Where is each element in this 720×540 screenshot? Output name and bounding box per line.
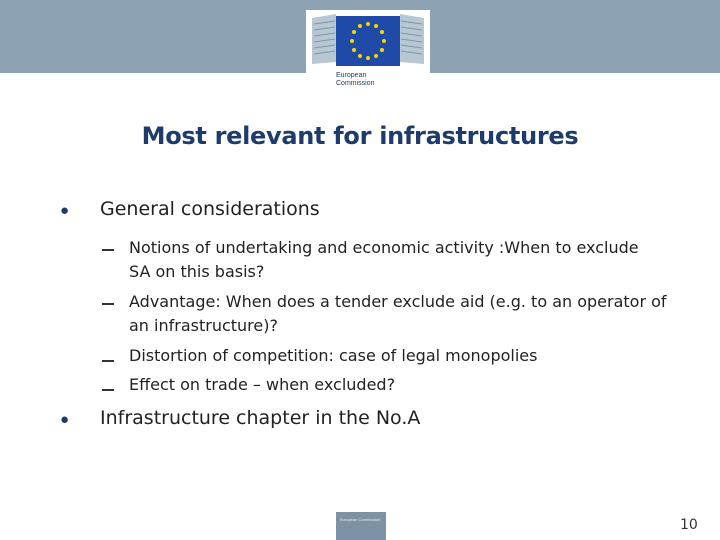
bullet-infrastructure-chapter: Infrastructure chapter in the No.A bbox=[100, 407, 421, 429]
bullet-dot: ● bbox=[60, 202, 70, 219]
sub-bullet-line: Advantage: When does a tender exclude aid (e.g. to an operator of bbox=[129, 292, 667, 311]
sub-bullet-line: Effect on trade – when excluded? bbox=[129, 375, 396, 394]
sub-bullet-dash bbox=[102, 389, 114, 391]
sub-bullet-line: Notions of undertaking and economic activity :When to exclude bbox=[129, 238, 639, 257]
page-number: 10 bbox=[680, 517, 698, 533]
slide-title: Most relevant for infrastructures bbox=[141, 122, 579, 150]
sub-bullet-dash bbox=[102, 249, 114, 251]
sub-bullet-distortion bbox=[129, 344, 689, 368]
sub-bullet-notions bbox=[129, 236, 689, 284]
logo-line-european: European bbox=[336, 72, 367, 79]
bullet-dot: ● bbox=[60, 411, 70, 428]
sub-bullet-line: an infrastructure)? bbox=[129, 316, 278, 335]
footer-logo-text: European Commission bbox=[340, 517, 381, 522]
sub-bullet-dash bbox=[102, 303, 114, 305]
logo-line-commission: Commission bbox=[336, 80, 375, 87]
sub-bullet-advantage bbox=[129, 290, 689, 338]
sub-bullet-trade bbox=[129, 373, 689, 397]
bullet-general-considerations: General considerations bbox=[100, 198, 320, 220]
sub-bullet-dash bbox=[102, 360, 114, 362]
sub-bullet-line: Distortion of competition: case of legal monopolies bbox=[129, 346, 538, 365]
sub-bullet-line: SA on this basis? bbox=[129, 262, 265, 281]
footer-logo bbox=[336, 512, 386, 540]
